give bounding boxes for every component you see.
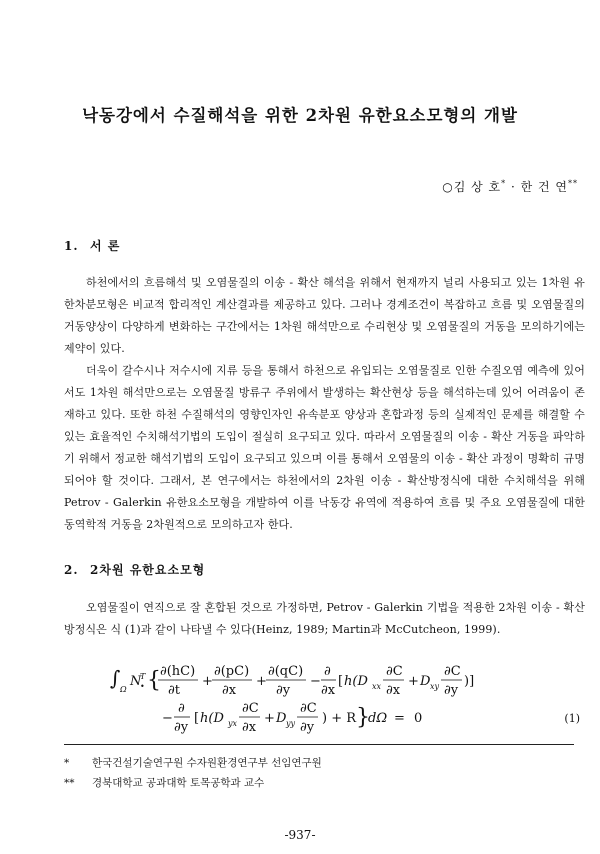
svg-text:+: + (408, 674, 419, 689)
svg-text:h(D: h(D (344, 674, 368, 689)
svg-text:) + R: ) + R (322, 711, 357, 726)
svg-text:N: N (130, 674, 142, 689)
footnote-1 (64, 755, 322, 770)
svg-text:∂x: ∂x (321, 683, 336, 698)
svg-text:∂C: ∂C (444, 664, 461, 679)
footnote-text: 경북대학교 공과대학 토목공학과 교수 (92, 777, 265, 789)
section-number: 1. (64, 239, 79, 253)
model-paragraph-1 (64, 597, 585, 641)
footnote-mark: * (64, 757, 70, 769)
footnote-text: 한국건설기술연구원 수자원환경연구부 선임연구원 (92, 757, 322, 769)
intro-paragraph-2-text: 더욱이 갈수시나 저수시에 지류 등을 통해서 하천으로 유입되는 오염물질로 인한 수질오염 예측에 있어서도 1차원 해석만으로는 오염물질 방류구 주위에서 발생하는 확산현상 등을 해석하는데 있어 어려움이 존재하고 있다. 또한 하천 수질해석의 영향인자인 유속분포 양상과 혼합과정 등의 실제적인 문제를 해결할 수 있는 효율적인 수치해석기법의 도입이 절실히 요구되고 있다. 따라서 오염물질의 이송 - 확산 거동을 파악하기 위해서 정교한 해석기법의 도입이 요구되고 있으며 이를 통해서 오염물의 이송 - 확산 과정이 명확히 규명되어야 할 것이다. 그래서, 본 연구에서는 하천에서의 2차원 이송 - 확산방정식에 대한 수치해석을 위해 Petrov - Galerkin 유한요소모형을 개발하여 이를 낙동강 유역에 적용하여 흐름 및 주요 오염물질에 대한 동역학적 거동을 2차원적으로 모의하고자 한다. (64, 364, 585, 531)
intro-paragraph-1 (64, 272, 585, 360)
svg-text:∫: ∫ (110, 666, 121, 690)
svg-text:dΩ: dΩ (368, 711, 388, 726)
model-paragraph-1-text: 오염물질이 연직으로 잘 혼합된 것으로 가정하면, Petrov - Galerkin 기법을 적용한 2차원 이송 - 확산 방정식은 식 (1)과 같이 나타낼 수 있다(Heinz, 1989; Martin과 McCutcheon, 1999). (64, 601, 585, 636)
svg-text:Ω: Ω (120, 685, 127, 694)
svg-text:−: − (162, 711, 173, 726)
svg-text:∂(hC): ∂(hC) (160, 664, 196, 679)
intro-paragraph-1-text: 하천에서의 흐름해석 및 오염물질의 이송 - 확산 해석을 위해서 현재까지 널리 사용되고 있는 1차원 유한차분모형은 비교적 합리적인 계산결과를 제공하고 있다. 그러나 경계조건이 복잡하고 흐름 및 오염물질의 거동양상이 다양하게 변화하는 구간에서는 1차원 해석만으로 수리현상 및 오염물질의 거동을 모의하기에는 제약이 있다. (64, 276, 585, 355)
svg-text:T: T (140, 672, 146, 681)
svg-text:∂(pC): ∂(pC) (214, 664, 250, 679)
equation-1 (110, 660, 590, 738)
svg-text:−: − (310, 674, 321, 689)
svg-text:∂y: ∂y (444, 683, 459, 698)
svg-text:{: { (147, 668, 161, 693)
svg-text:[: [ (338, 674, 344, 689)
footnote-mark: ** (64, 777, 75, 789)
author-separator: · (506, 180, 521, 194)
equation-number: (1) (564, 712, 580, 725)
svg-text:)]: )] (464, 674, 475, 689)
svg-text:yy: yy (286, 719, 296, 728)
svg-text:∂: ∂ (178, 701, 185, 716)
page-number: -937- (284, 828, 316, 842)
footnote-2 (64, 775, 264, 790)
svg-text:∂C: ∂C (300, 701, 317, 716)
section-heading-model (64, 561, 205, 578)
section-title: 2차원 유한요소모형 (90, 563, 206, 577)
section-number: 2. (64, 563, 79, 577)
author-line (442, 178, 578, 195)
svg-text:∂x: ∂x (386, 683, 401, 698)
svg-text:∂y: ∂y (276, 683, 291, 698)
svg-text:∂: ∂ (324, 664, 331, 679)
svg-text:∂t: ∂t (168, 683, 180, 698)
svg-text:[: [ (194, 711, 200, 726)
author-2-mark: ** (568, 179, 578, 188)
svg-text:yx: yx (228, 719, 238, 728)
footnote-divider (64, 744, 574, 745)
author-2: 한 건 연 (520, 180, 568, 194)
svg-text:∂C: ∂C (386, 664, 403, 679)
svg-text:xx: xx (372, 682, 382, 691)
svg-text:∂y: ∂y (174, 720, 189, 735)
svg-text:+: + (264, 711, 275, 726)
paper-title: 낙동강에서 수질해석을 위한 2차원 유한요소모형의 개발 (82, 106, 518, 125)
svg-text:=: = (394, 711, 405, 726)
svg-text:+: + (202, 674, 213, 689)
intro-paragraph-2 (64, 360, 585, 536)
svg-text:∂x: ∂x (222, 683, 237, 698)
svg-text:∂(qC): ∂(qC) (268, 664, 304, 679)
svg-text:∂y: ∂y (300, 720, 315, 735)
section-title: 서 론 (90, 239, 121, 253)
section-heading-introduction (64, 237, 120, 254)
svg-text:D: D (276, 711, 287, 726)
author-1: 김 상 호 (453, 180, 502, 194)
svg-text:0: 0 (414, 711, 423, 726)
presenter-mark: ○ (442, 180, 454, 194)
svg-text:xy: xy (430, 682, 440, 691)
svg-text:∂C: ∂C (242, 701, 259, 716)
svg-text:+: + (256, 674, 267, 689)
svg-text:∂x: ∂x (242, 720, 257, 735)
svg-text:•: • (140, 682, 145, 691)
svg-text:D: D (420, 674, 431, 689)
author-1-mark: * (501, 179, 507, 188)
svg-text:h(D: h(D (200, 711, 224, 726)
svg-text:}: } (356, 705, 370, 730)
